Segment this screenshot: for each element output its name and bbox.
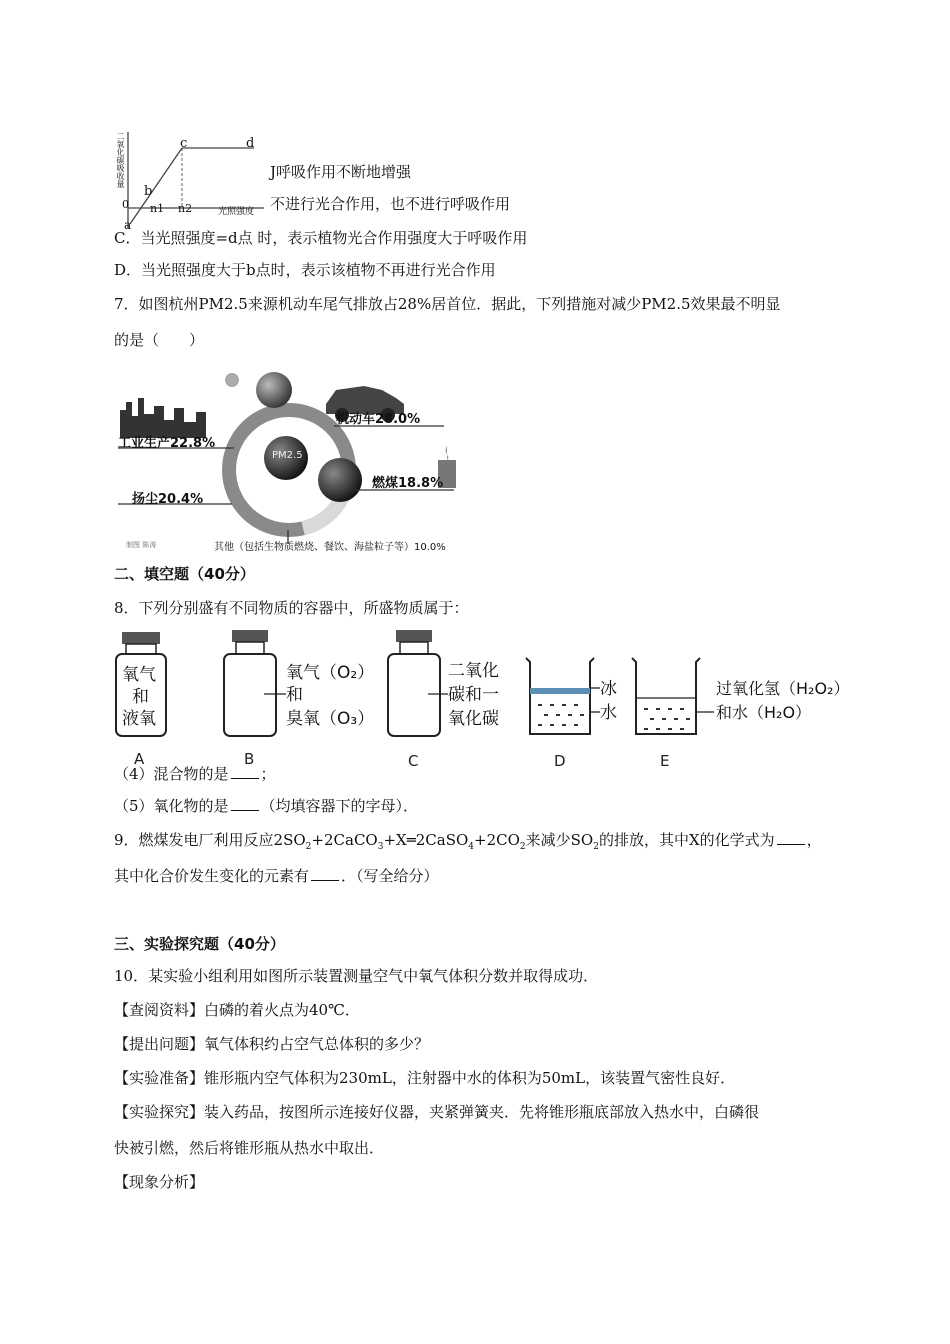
x-axis-label: 光照强度 <box>218 207 255 217</box>
option-b-text: 不进行光合作用，也不进行呼吸作用 <box>270 195 511 213</box>
container-e-letter: E <box>660 752 670 770</box>
q8-sub5-end: （均填容器下的字母）． <box>260 797 419 815</box>
q9-line2-end: ．（写全给分） <box>341 867 439 885</box>
q9-sub-e: 2 <box>593 842 599 852</box>
q9-element-blank[interactable] <box>311 866 339 881</box>
container-a-line1: 氧气 <box>122 665 156 685</box>
container-a-letter: A <box>134 750 145 768</box>
q8-stem: 8．下列分别盛有不同物质的容器中，所盛物质属于： <box>114 599 469 617</box>
q9-text-e: 来减少SO <box>525 831 594 849</box>
q8-sub4-blank[interactable] <box>231 764 259 779</box>
q8-sub4-text: （4）混合物的是 <box>114 765 229 783</box>
container-b-line2: 和 <box>286 685 303 705</box>
q9-sub-b: 3 <box>377 842 384 852</box>
point-a-label: a <box>124 218 132 232</box>
q10-prep: 【实验准备】锥形瓶内空气体积为230mL，注射器中水的体积为50mL，该装置气密性良好． <box>114 1069 736 1087</box>
q9-text-d: +2CO <box>474 831 520 849</box>
container-a-line2: 和 <box>132 687 149 707</box>
point-c-label: c <box>180 136 188 151</box>
container-c-line3: 氧化碳 <box>448 709 499 729</box>
q10-stem: 10．某实验小组利用如图所示装置测量空气中氧气体积分数并取得成功． <box>114 967 599 985</box>
figure-credit: 制图 陈涛 <box>126 541 157 549</box>
industry-share-label: 工业生产22.8% <box>118 436 216 451</box>
option-d-text: D．当光照强度大于b点时，表示该植物不再进行光合作用 <box>114 261 496 279</box>
q9-text-c: +X═2CaSO <box>383 831 469 849</box>
container-c-line2: 碳和一 <box>448 685 499 705</box>
container-e-line1: 过氧化氢（H₂O₂） <box>716 679 850 698</box>
q9-text-a: 9．燃煤发电厂利用反应2SO <box>114 831 306 849</box>
car-share-label: 机动车28.0% <box>336 412 421 427</box>
q9-text-f: 的排放，其中X的化学式为 <box>598 831 775 849</box>
q8-sub4-end: ； <box>260 765 276 783</box>
q9-sub-d: 2 <box>519 842 526 852</box>
tick-n2-label: n2 <box>178 202 193 215</box>
y-axis-label: 二氧化碳吸收量 <box>116 132 125 188</box>
q7-line2: 的是（ ） <box>114 331 205 349</box>
q8-sub5-blank[interactable] <box>231 796 259 811</box>
q9-formula-blank[interactable] <box>777 830 805 845</box>
container-a-line3: 液氧 <box>122 709 156 729</box>
container-e-line2: 和水（H₂O） <box>716 703 812 722</box>
q10-explore-line2: 快被引燃，然后将锥形瓶从热水中取出． <box>114 1139 385 1157</box>
q9-line2 <box>114 866 439 886</box>
q8-sub5 <box>114 796 418 816</box>
q7-line1: 7．如图杭州PM2.5来源机动车尾气排放占28%居首位．据此，下列措施对减少PM2.5效果最不明显 <box>114 295 781 313</box>
co2-light-graph <box>114 128 270 234</box>
q8-sub4 <box>114 764 276 784</box>
pm25-sources-figure <box>114 360 466 556</box>
section3-title: 三、实验探究题（40分） <box>114 935 285 953</box>
point-d-label: d <box>246 136 255 151</box>
option-a-text: J呼吸作用不断地增强 <box>270 163 412 181</box>
q9-text-b: +2CaCO <box>311 831 378 849</box>
other-share-label: 其他（包括生物质燃烧、餐饮、海盐粒子等）10.0% <box>214 542 446 553</box>
q10-explore-line1: 【实验探究】装入药品，按图所示连接好仪器，夹紧弹簧夹．先将锥形瓶底部放入热水中，白磷很 <box>114 1103 760 1121</box>
point-b-label: b <box>144 184 153 199</box>
tick-n1-label: n1 <box>150 202 165 215</box>
q10-info: 【查阅资料】白磷的着火点为40℃． <box>114 1001 360 1019</box>
section2-title: 二、填空题（40分） <box>114 565 255 583</box>
q10-analysis: 【现象分析】 <box>114 1173 205 1191</box>
container-c-letter: C <box>408 752 419 770</box>
container-d-letter: D <box>554 752 566 770</box>
q9-line1 <box>114 830 822 857</box>
q8-sub5-text: （5）氧化物的是 <box>114 797 229 815</box>
container-b-line3: 臭氧（O₃） <box>286 709 375 729</box>
q10-question: 【提出问题】氧气体积约占空气总体积的多少？ <box>114 1035 430 1053</box>
q9-sub-a: 2 <box>305 842 312 852</box>
container-d-line1: 冰 <box>600 679 617 699</box>
dust-share-label: 扬尘20.4% <box>132 492 204 507</box>
option-c-text: C．当光照强度=d点 时，表示植物光合作用强度大于呼吸作用 <box>114 229 528 247</box>
container-d-line2: 水 <box>600 703 617 723</box>
q9-line2-text: 其中化合价发生变化的元素有 <box>114 867 310 885</box>
container-b-letter: B <box>244 750 255 768</box>
q9-text-g: ， <box>806 831 822 849</box>
pm25-center-label: PM2.5 <box>272 450 303 461</box>
containers-figure <box>114 628 850 770</box>
container-c-line1: 二氧化 <box>448 661 499 681</box>
coal-share-label: 燃煤18.8% <box>372 476 444 491</box>
container-b-line1: 氧气（O₂） <box>286 663 375 683</box>
origin-label: 0 <box>122 198 129 211</box>
q9-sub-c: 4 <box>468 842 475 852</box>
